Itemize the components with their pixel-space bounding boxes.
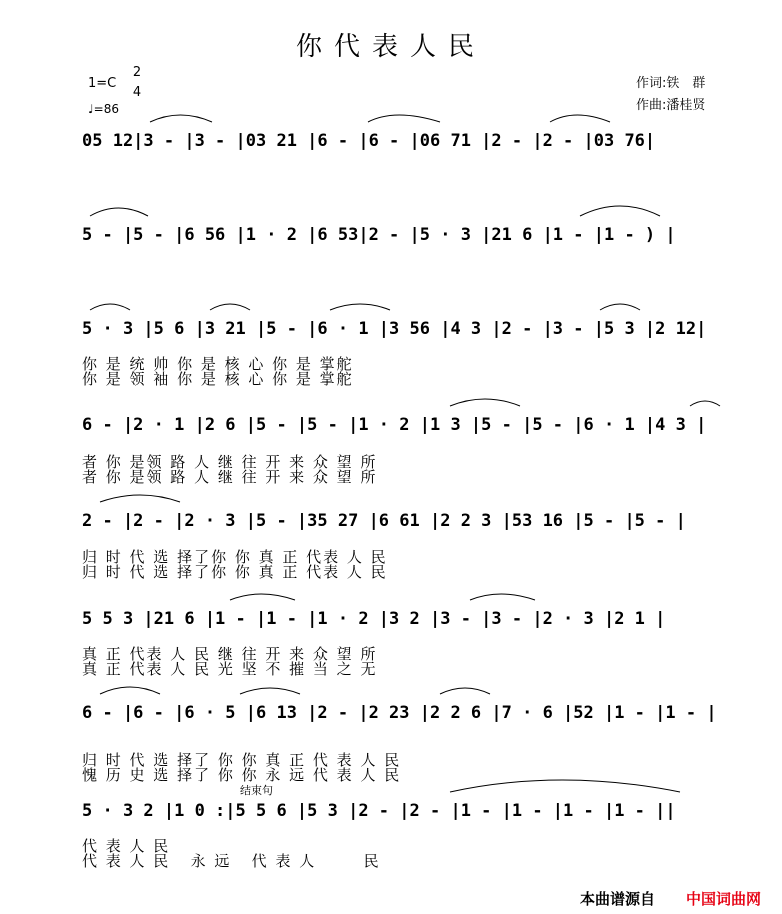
notation-row-2: 5 - |5 - |6 56 |1 · 2 |6 53|2 - |5 · 3 |21 6 |1 - |1 - ) | — [82, 225, 676, 245]
song-title: 你代表人民 — [295, 32, 486, 62]
footer-source-text: 本曲谱源自 — [580, 890, 656, 908]
notation-row-3: 5 · 3 |5 6 |3 21 |5 - |6 · 1 |3 56 |4 3 |2 - |3 - |5 3 |2 12| — [82, 319, 707, 339]
lyricist-credit: 作词:铁 群 — [636, 76, 706, 91]
notation-row-4: 6 - |2 · 1 |2 6 |5 - |5 - |1 · 2 |1 3 |5 - |5 - |6 · 1 |4 3 | — [82, 415, 707, 435]
notation-row-6: 5 5 3 |21 6 |1 - |1 - |1 · 2 |3 2 |3 - |3 - |2 · 3 |2 1 | — [82, 609, 666, 629]
lyrics-row-7-verse-2: 愧 历 史 选 择了 你 你 永 远 代 表 人 民 — [82, 767, 402, 783]
lyrics-row-5-verse-1: 归 时 代 选 择了你 你 真 正 代表 人 民 — [82, 549, 388, 565]
lyrics-row-3-verse-2: 你 是 领 袖 你 是 核 心 你 是 掌舵 — [82, 371, 354, 387]
time-signature-bottom: 4 — [132, 85, 142, 100]
tempo-marking: ♩=86 — [88, 102, 119, 116]
notation-row-8: 5 · 3 2 |1 0 :|5 5 6 |5 3 |2 - |2 - |1 - |1 - |1 - |1 - || — [82, 801, 676, 821]
ending-label: 结束句 — [240, 784, 273, 797]
lyrics-row-5-verse-2: 归 时 代 选 择了你 你 真 正 代表 人 民 — [82, 564, 388, 580]
footer-site-link[interactable]: 中国词曲网 — [686, 890, 762, 908]
lyrics-row-7-verse-1: 归 时 代 选 择了 你 你 真 正 代 表 人 民 — [82, 752, 402, 768]
notation-row-1: 05 12|3 - |3 - |03 21 |6 - |6 - |06 71 |2 - |2 - |03 76| — [82, 131, 656, 151]
time-signature-top: 2 — [132, 65, 142, 80]
lyrics-row-4-verse-2: 者 你 是领 路 人 继 往 开 来 众 望 所 — [82, 469, 378, 485]
key-signature: 1=C — [88, 76, 117, 91]
notation-row-7: 6 - |6 - |6 · 5 |6 13 |2 - |2 23 |2 2 6 |7 · 6 |52 |1 - |1 - | — [82, 703, 717, 723]
lyrics-row-4-verse-1: 者 你 是领 路 人 继 往 开 来 众 望 所 — [82, 454, 378, 470]
lyrics-row-3-verse-1: 你 是 统 帅 你 是 核 心 你 是 掌舵 — [82, 356, 354, 372]
lyrics-row-6-verse-1: 真 正 代表 人 民 继 往 开 来 众 望 所 — [82, 646, 378, 662]
lyrics-row-8-verse-2: 代 表 人 民 永 远 代 表 人 民 — [82, 853, 381, 869]
lyrics-row-8-verse-1: 代 表 人 民 — [82, 838, 171, 854]
notation-row-5: 2 - |2 - |2 · 3 |5 - |35 27 |6 61 |2 2 3 |53 16 |5 - |5 - | — [82, 511, 686, 531]
lyrics-row-6-verse-2: 真 正 代表 人 民 光 坚 不 摧 当 之 无 — [82, 661, 378, 677]
composer-credit: 作曲:潘桂贤 — [636, 98, 706, 113]
